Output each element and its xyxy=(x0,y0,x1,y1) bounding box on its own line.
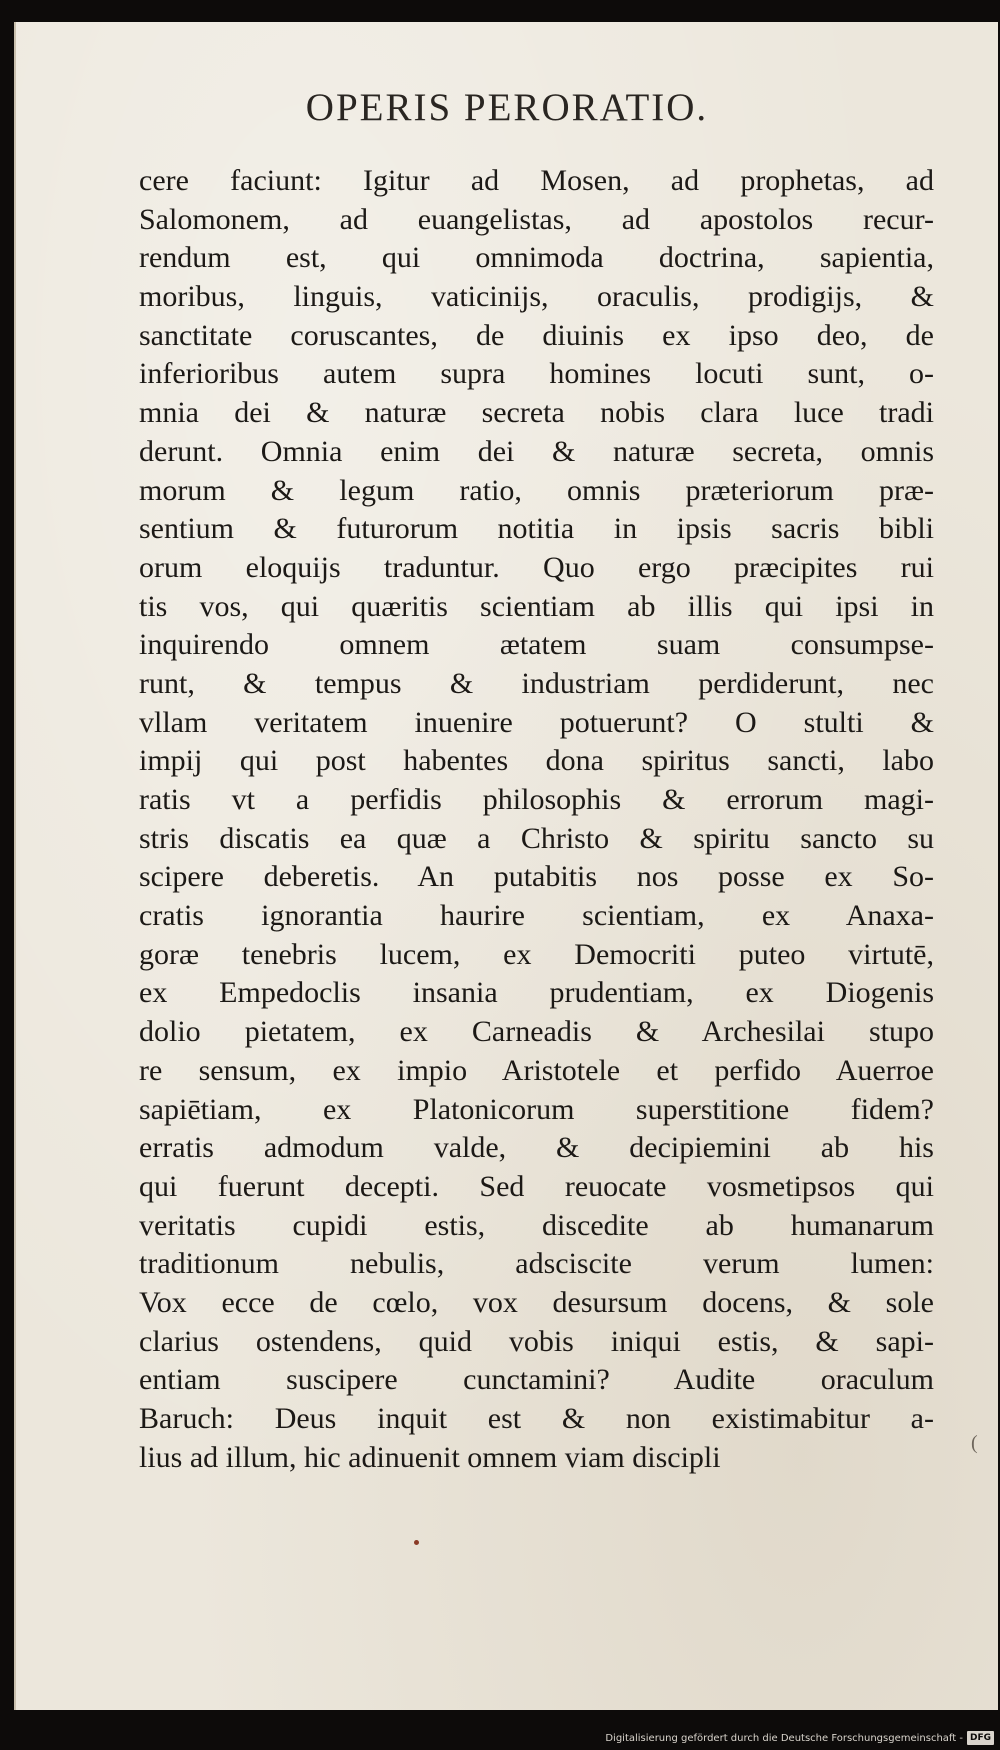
text-line: goræ tenebris lucem, ex Democriti puteo virtutē, xyxy=(139,937,934,971)
text-line: qui fuerunt decepti. Sed reuocate vosmetipsos qui xyxy=(139,1169,934,1203)
text-line: ratis vt a perfidis philosophis & errorum magi- xyxy=(139,783,934,816)
text-line: re sensum, ex impio Aristotele et perfido Auerroe xyxy=(139,1053,934,1087)
text-line: scipere deberetis. An putabitis nos posse ex So- xyxy=(139,860,934,894)
book-page xyxy=(14,22,998,1710)
text-line: rendum est, qui omnimoda doctrina, sapientia, xyxy=(139,241,934,275)
text-line: vllam veritatem inuenire potuerunt? O stulti & xyxy=(139,705,934,739)
footer-credit xyxy=(605,1730,994,1746)
text-line: runt, & tempus & industriam perdiderunt, nec xyxy=(139,666,934,700)
text-line: traditionum nebulis, adsciscite verum lumen: xyxy=(139,1247,934,1281)
text-line: cratis ignorantia haurire scientiam, ex Anaxa- xyxy=(139,899,934,933)
text-line: dolio pietatem, ex Carneadis & Archesilai stupo xyxy=(139,1015,934,1049)
text-line: cere faciunt: Igitur ad Mosen, ad prophetas, ad xyxy=(139,164,934,197)
text-line: mnia dei & naturæ secreta nobis clara luce tradi xyxy=(139,396,934,430)
text-line: entiam suscipere cunctamini? Audite oraculum xyxy=(139,1363,934,1397)
dfg-logo: DFG xyxy=(967,1731,994,1745)
text-line: impij qui post habentes dona spiritus sancti, labo xyxy=(139,744,934,778)
text-line: erratis admodum valde, & decipiemini ab his xyxy=(139,1131,934,1165)
text-line: Baruch: Deus inquit est & non existimabitur a- xyxy=(139,1402,934,1435)
body-text-block xyxy=(139,162,934,1477)
text-line: ex Empedoclis insania prudentiam, ex Diogenis xyxy=(139,976,934,1010)
text-line: stris discatis ea quæ a Christo & spiritu sancto su xyxy=(139,821,934,855)
text-line: sanctitate coruscantes, de diuinis ex ipso deo, de xyxy=(139,318,934,352)
footer-credit-text: Digitalisierung gefördert durch die Deutsche Forschungsgemeinschaft - xyxy=(605,1732,963,1744)
text-line: sentium & futurorum notitia in ipsis sacris bibli xyxy=(139,512,934,546)
text-line: lius ad illum, hic adinuenit omnem viam discipli xyxy=(139,1440,721,1474)
text-line: moribus, linguis, vaticinijs, oraculis, prodigijs, & xyxy=(139,280,934,314)
text-line: inquirendo omnem ætatem suam consumpse- xyxy=(139,628,934,662)
ink-spot xyxy=(414,1540,419,1545)
text-line: veritatis cupidi estis, discedite ab humanarum xyxy=(139,1208,934,1242)
running-head: OPERIS PERORATIO. xyxy=(305,86,709,129)
text-line: inferioribus autem supra homines locuti sunt, o- xyxy=(139,357,934,391)
text-line: derunt. Omnia enim dei & naturæ secreta, omnis xyxy=(139,434,934,468)
text-line: orum eloquijs traduntur. Quo ergo præcipites rui xyxy=(139,550,934,584)
text-line: Salomonem, ad euangelistas, ad apostolos recur- xyxy=(139,202,934,236)
text-line: Vox ecce de cœlo, vox desursum docens, & sole xyxy=(139,1285,934,1319)
text-line: tis vos, qui quæritis scientiam ab illis qui ipsi in xyxy=(139,589,934,623)
margin-mark: ( xyxy=(971,1432,978,1454)
text-line: sapiētiam, ex Platonicorum superstitione fidem? xyxy=(139,1092,934,1126)
text-line: clarius ostendens, quid vobis iniqui estis, & sapi- xyxy=(139,1324,934,1358)
text-line: morum & legum ratio, omnis præteriorum præ- xyxy=(139,473,934,507)
